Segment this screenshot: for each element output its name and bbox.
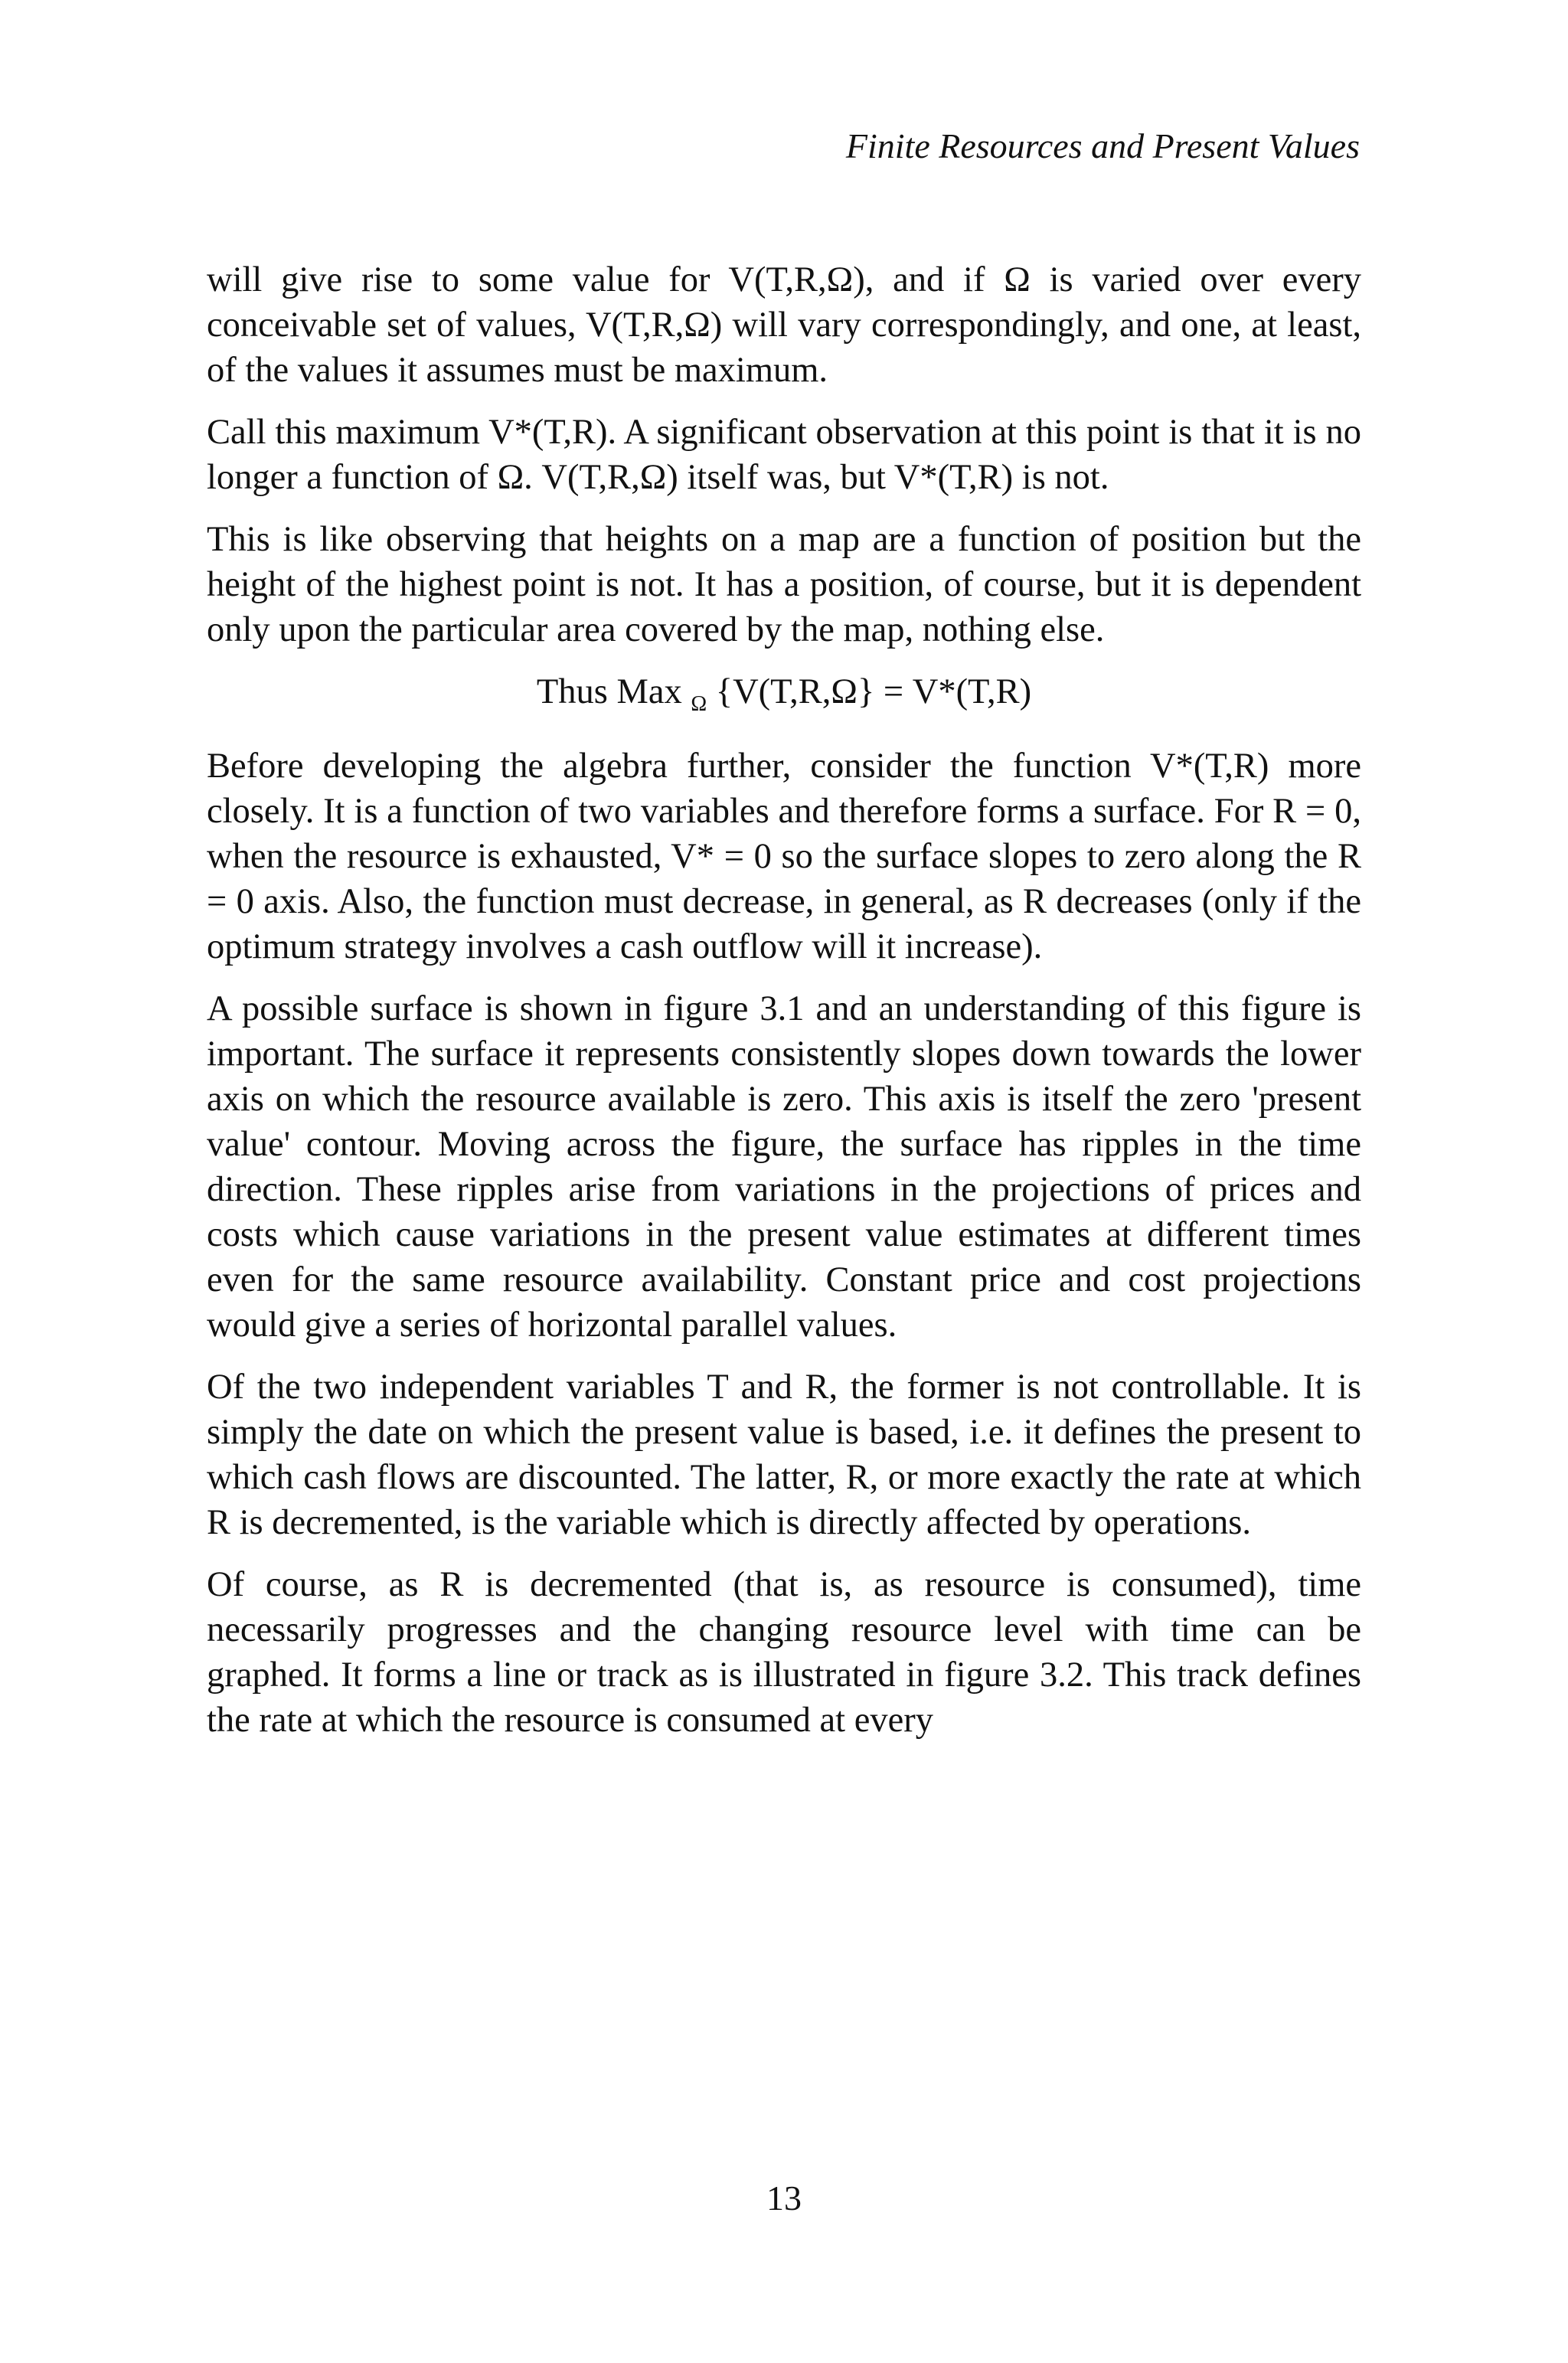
page-number: 13 bbox=[766, 2178, 802, 2218]
paragraph: will give rise to some value for V(T,R,Ω), and if Ω is varied over every conceivable set of values, V(T,R,Ω) will vary correspondingly, and one, at least, of the values it assumes must be maximum. bbox=[207, 260, 1361, 390]
body-text bbox=[207, 257, 1361, 1760]
formula-subscript: Ω bbox=[691, 692, 707, 716]
formula bbox=[207, 669, 1361, 727]
running-header: Finite Resources and Present Values bbox=[845, 126, 1360, 165]
paragraph: Call this maximum V*(T,R). A significant observation at this point is that it is no longer a function of Ω. V(T,R,Ω) itself was, but V*(T,R) is not. bbox=[207, 413, 1361, 497]
paragraph: Of course, as R is decremented (that is, as resource is consumed), time necessarily progresses and the changing resource level with time can be graphed. It forms a line or track as is illustrated in figure 3.2. This track defines the rate at which the resource is consumed at every bbox=[207, 1565, 1361, 1740]
paragraph: Before developing the algebra further, consider the function V*(T,R) more closely. It is a function of two variables and therefore forms a surface. For R = 0, when the resource is exhausted, V* = 0 so the surface slopes to zero along the R = 0 axis. Also, the function must decrease, in general, as R decreases (only if the optimum strategy involves a cash outflow will it increase). bbox=[207, 747, 1361, 966]
paragraph: This is like observing that heights on a map are a function of position but the height of the highest point is not. It has a position, of course, but it is dependent only upon the particular area covered by the map, nothing else. bbox=[207, 520, 1361, 649]
paragraph: A possible surface is shown in figure 3.1 and an understanding of this figure is important. The surface it represents consistently slopes down towards the lower axis on which the resource available is zero. This axis is itself the zero 'present value' contour. Moving across the figure, the surface has ripples in the time direction. These ripples arise from variations in the projections of prices and costs which cause variations in the present value estimates at different times even for the same resource availability. Constant price and cost projections would give a series of horizontal parallel values. bbox=[207, 989, 1361, 1345]
paragraph: Of the two independent variables T and R, the former is not controllable. It is simply the date on which the present value is based, i.e. it defines the present to which cash flows are discounted. The latter, R, or more exactly the rate at which R is decremented, is the variable which is directly affected by operations. bbox=[207, 1368, 1361, 1542]
formula-prefix: Thus Max bbox=[536, 672, 682, 711]
formula-expression: {V(T,R,Ω} = V*(T,R) bbox=[715, 672, 1032, 711]
